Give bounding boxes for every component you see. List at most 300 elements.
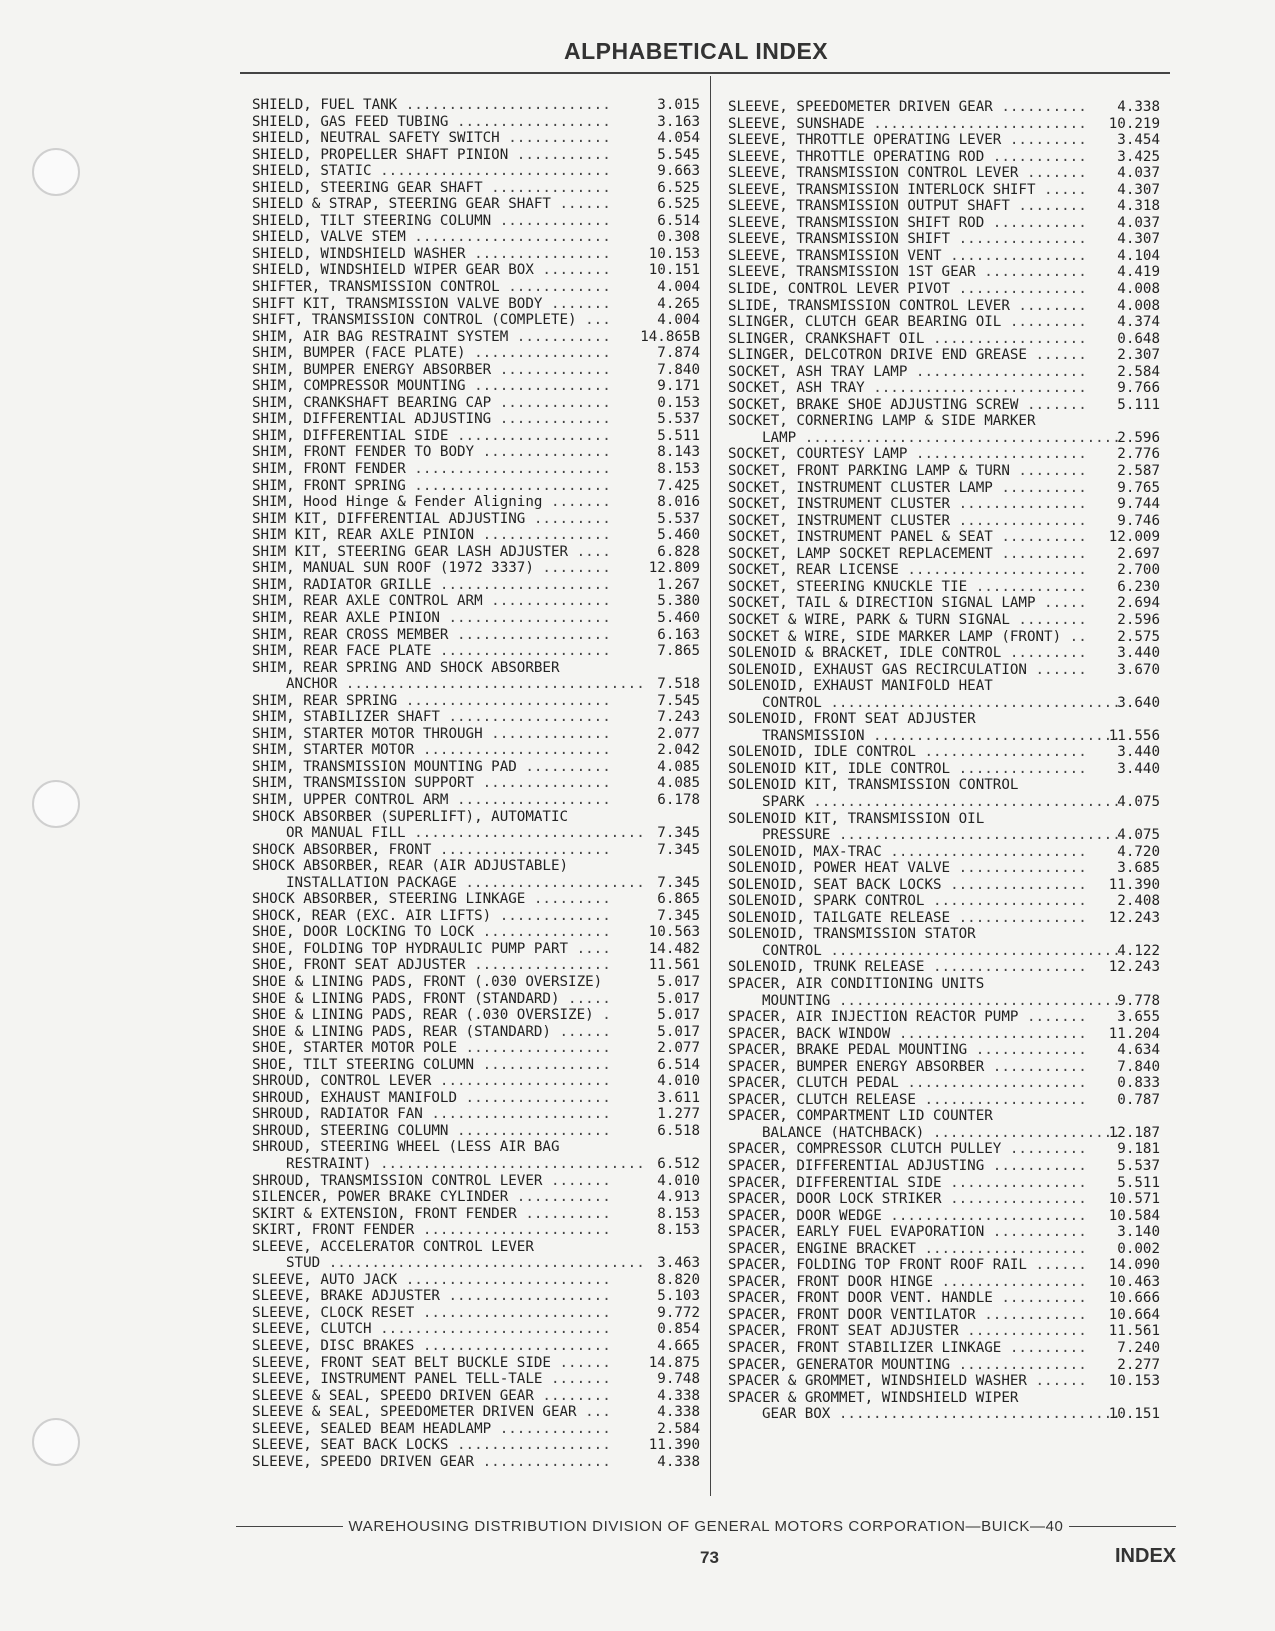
entry-page-ref: 9.772 [657, 1304, 700, 1321]
entry-page-ref: 4.634 [1117, 1042, 1160, 1059]
index-entry [252, 908, 704, 925]
entry-page-ref: 6.828 [657, 543, 700, 560]
entry-name: SHIM, TRANSMISSION SUPPORT ..... [252, 775, 612, 792]
entry-name: SHOE & LINING PADS, REAR (.030 OVERSIZE) ..... [252, 1007, 612, 1024]
entry-page-ref: 5.017 [657, 1023, 700, 1040]
index-entry [728, 612, 1160, 629]
entry-name: ANCHOR ..... [252, 676, 646, 693]
footer-division: WAREHOUSING DISTRIBUTION DIVISION OF GENERAL MOTORS CORPORATION—BUICK—40 [348, 1518, 1064, 1535]
entry-page-ref: 4.122 [1117, 942, 1160, 959]
index-entry [728, 1208, 1160, 1225]
entry-page-ref: 2.700 [1117, 562, 1160, 579]
entry-name: SOCKET, INSTRUMENT CLUSTER ..... [728, 496, 1088, 513]
entry-page-ref: 5.537 [657, 411, 700, 428]
entry-name: SPACER, COMPARTMENT LID COUNTER [728, 1108, 993, 1125]
entry-page-ref: 4.008 [1117, 297, 1160, 314]
entry-page-ref: 10.571 [1108, 1191, 1160, 1208]
entry-name: SHOE & LINING PADS, FRONT (.030 OVERSIZE) ..... [252, 974, 612, 991]
entry-name: SLINGER, CLUTCH GEAR BEARING OIL ..... [728, 314, 1088, 331]
index-entry [252, 775, 704, 792]
entry-name: SHOE, FRONT SEAT ADJUSTER ..... [252, 957, 612, 974]
index-column-left [252, 97, 704, 1470]
entry-name: SHOE & LINING PADS, REAR (STANDARD) ..... [252, 1024, 612, 1041]
index-entry [728, 165, 1160, 182]
index-entry [252, 461, 704, 478]
entry-name: SOLENOID, TRANSMISSION STATOR [728, 926, 976, 943]
entry-name: SHIM, DIFFERENTIAL SIDE ..... [252, 428, 612, 445]
index-entry [728, 248, 1160, 265]
entry-name: SHROUD, RADIATOR FAN ..... [252, 1106, 612, 1123]
index-entry [728, 1307, 1160, 1324]
entry-name: SHIM, MANUAL SUN ROOF (1972 3337) ..... [252, 560, 612, 577]
entry-page-ref: 2.596 [1117, 429, 1160, 446]
entry-page-ref: 3.640 [1117, 694, 1160, 711]
index-entry [728, 1175, 1160, 1192]
entry-page-ref: 9.748 [657, 1371, 700, 1388]
entry-name: SOCKET, TAIL & DIRECTION SIGNAL LAMP ..... [728, 595, 1088, 612]
entry-page-ref: 4.720 [1117, 843, 1160, 860]
entry-name: SHIELD, STEERING GEAR SHAFT ..... [252, 180, 612, 197]
index-entry [728, 827, 1160, 844]
index-entry [252, 378, 704, 395]
entry-name: SPARK ..... [728, 794, 1122, 811]
entry-page-ref: 2.077 [657, 1040, 700, 1057]
entry-name: SOLENOID KIT, TRANSMISSION OIL [728, 810, 985, 827]
index-entry [728, 132, 1160, 149]
index-entry [728, 1191, 1160, 1208]
entry-name: SOCKET, ASH TRAY ..... [728, 380, 1088, 397]
entry-name: PRESSURE ..... [728, 827, 1122, 844]
index-entry [252, 130, 704, 147]
entry-name: SKIRT & EXTENSION, FRONT FENDER ..... [252, 1206, 612, 1223]
index-entry [252, 544, 704, 561]
index-entry [252, 726, 704, 743]
entry-page-ref: 2.694 [1117, 595, 1160, 612]
entry-page-ref: 7.345 [657, 825, 700, 842]
entry-page-ref: 2.697 [1117, 545, 1160, 562]
entry-page-ref: 2.307 [1117, 347, 1160, 364]
entry-name: SOCKET, INSTRUMENT CLUSTER LAMP ..... [728, 480, 1088, 497]
index-entry [728, 1241, 1160, 1258]
index-entry [728, 480, 1160, 497]
entry-name: TRANSMISSION ..... [728, 728, 1122, 745]
entry-name: SOCKET, INSTRUMENT CLUSTER ..... [728, 513, 1088, 530]
entry-name: SHIM, UPPER CONTROL ARM ..... [252, 792, 612, 809]
entry-page-ref: 10.563 [648, 924, 700, 941]
index-entry [728, 546, 1160, 563]
index-entry [728, 496, 1160, 513]
entry-name: SHOE, STARTER MOTOR POLE ..... [252, 1040, 612, 1057]
index-entry [728, 562, 1160, 579]
index-entry [728, 1141, 1160, 1158]
index-entry [252, 924, 704, 941]
index-entry [252, 428, 704, 445]
entry-page-ref: 11.204 [1108, 1025, 1160, 1042]
entry-name: SHIELD, NEUTRAL SAFETY SWITCH ..... [252, 130, 612, 147]
entry-name: SHROUD, STEERING WHEEL (LESS AIR BAG [252, 1139, 560, 1156]
entry-page-ref: 2.596 [1117, 611, 1160, 628]
index-entry [728, 1158, 1160, 1175]
entry-page-ref: 14.090 [1108, 1257, 1160, 1274]
page-title: ALPHABETICAL INDEX [564, 38, 829, 64]
entry-name: SHIELD, GAS FEED TUBING ..... [252, 114, 612, 131]
entry-page-ref: 2.277 [1117, 1356, 1160, 1373]
entry-page-ref: 4.085 [657, 758, 700, 775]
entry-page-ref: 1.277 [657, 1106, 700, 1123]
index-entry [728, 794, 1160, 811]
entry-page-ref: 4.054 [657, 130, 700, 147]
entry-name: SPACER & GROMMET, WINDSHIELD WIPER [728, 1389, 1019, 1406]
entry-page-ref: 6.525 [657, 179, 700, 196]
entry-name: SHIM, STARTER MOTOR THROUGH ..... [252, 726, 612, 743]
entry-page-ref: 2.584 [1117, 363, 1160, 380]
entry-page-ref: 4.338 [657, 1387, 700, 1404]
entry-page-ref: 5.460 [657, 609, 700, 626]
index-entry [728, 761, 1160, 778]
entry-name: SPACER, CLUTCH RELEASE ..... [728, 1092, 1088, 1109]
entry-page-ref: 5.511 [657, 427, 700, 444]
entry-name: SHIM KIT, DIFFERENTIAL ADJUSTING ..... [252, 511, 612, 528]
entry-page-ref: 14.865B [640, 328, 700, 345]
index-entry [728, 1009, 1160, 1026]
entry-name: SOLENOID, SPARK CONTROL ..... [728, 893, 1088, 910]
entry-name: SHOCK, REAR (EXC. AIR LIFTS) ..... [252, 908, 612, 925]
index-entry [728, 744, 1160, 761]
entry-page-ref: 6.163 [657, 626, 700, 643]
entry-page-ref: 12.243 [1108, 909, 1160, 926]
entry-name: SHOE, FOLDING TOP HYDRAULIC PUMP PART ..... [252, 941, 612, 958]
index-entry [252, 1173, 704, 1190]
index-entry [252, 693, 704, 710]
entry-name: SLEEVE, THROTTLE OPERATING LEVER ..... [728, 132, 1088, 149]
entry-page-ref: 14.875 [648, 1354, 700, 1371]
entry-page-ref: 2.408 [1117, 893, 1160, 910]
entry-name: MOUNTING ..... [728, 993, 1122, 1010]
index-entry [728, 231, 1160, 248]
index-entry [252, 511, 704, 528]
index-entry [728, 629, 1160, 646]
index-entry [728, 513, 1160, 530]
index-entry [728, 397, 1160, 414]
entry-page-ref: 3.440 [1117, 760, 1160, 777]
entry-name: SOCKET, INSTRUMENT PANEL & SEAT ..... [728, 529, 1088, 546]
index-entry [728, 811, 1160, 828]
index-entry [252, 1272, 704, 1289]
binder-hole [32, 148, 80, 196]
entry-name: SOLENOID KIT, IDLE CONTROL ..... [728, 761, 1088, 778]
entry-name: SHIELD, STATIC ..... [252, 163, 612, 180]
entry-page-ref: 4.037 [1117, 214, 1160, 231]
index-entry [252, 1421, 704, 1438]
index-entry [252, 941, 704, 958]
index-entry [728, 1406, 1160, 1423]
entry-name: SLEEVE, SPEEDOMETER DRIVEN GEAR ..... [728, 99, 1088, 116]
entry-page-ref: 7.865 [657, 643, 700, 660]
entry-name: SOLENOID, TRUNK RELEASE ..... [728, 959, 1088, 976]
entry-name: SOCKET, LAMP SOCKET REPLACEMENT ..... [728, 546, 1088, 563]
index-entry [252, 362, 704, 379]
index-entry [252, 213, 704, 230]
index-entry [728, 1390, 1160, 1407]
index-entry [728, 1224, 1160, 1241]
entry-name: SPACER, BUMPER ENERGY ABSORBER ..... [728, 1059, 1088, 1076]
entry-name: SILENCER, POWER BRAKE CYLINDER ..... [252, 1189, 612, 1206]
entry-page-ref: 3.463 [657, 1255, 700, 1272]
entry-page-ref: 2.776 [1117, 446, 1160, 463]
entry-name: SHIM, COMPRESSOR MOUNTING ..... [252, 378, 612, 395]
entry-page-ref: 11.561 [1108, 1323, 1160, 1340]
entry-name: SPACER, DIFFERENTIAL SIDE ..... [728, 1175, 1088, 1192]
entry-name: SOLENOID & BRACKET, IDLE CONTROL ..... [728, 645, 1088, 662]
index-entry [252, 246, 704, 263]
entry-page-ref: 3.454 [1117, 132, 1160, 149]
entry-name: SHIM, DIFFERENTIAL ADJUSTING ..... [252, 411, 612, 428]
index-entry [728, 380, 1160, 397]
index-entry [252, 957, 704, 974]
entry-page-ref: 4.265 [657, 295, 700, 312]
index-entry [728, 728, 1160, 745]
entry-name: SPACER, ENGINE BRACKET ..... [728, 1241, 1088, 1258]
entry-page-ref: 0.787 [1117, 1091, 1160, 1108]
index-entry [728, 1075, 1160, 1092]
index-entry [728, 116, 1160, 133]
index-entry [728, 1042, 1160, 1059]
index-entry [252, 196, 704, 213]
index-entry [728, 993, 1160, 1010]
entry-page-ref: 0.648 [1117, 330, 1160, 347]
entry-page-ref: 6.514 [657, 212, 700, 229]
index-entry [252, 1255, 704, 1272]
section-label: INDEX [1115, 1545, 1177, 1567]
entry-page-ref: 10.151 [1108, 1406, 1160, 1423]
entry-name: STUD ..... [252, 1255, 646, 1272]
entry-name: SOCKET, REAR LICENSE ..... [728, 562, 1088, 579]
entry-name: SLEEVE, TRANSMISSION OUTPUT SHAFT ..... [728, 198, 1088, 215]
entry-name: SLEEVE, TRANSMISSION CONTROL LEVER ..... [728, 165, 1088, 182]
index-entry [252, 1090, 704, 1107]
index-entry [728, 976, 1160, 993]
index-entry [252, 660, 704, 677]
entry-name: SHIM, FRONT SPRING ..... [252, 478, 612, 495]
index-entry [252, 329, 704, 346]
entry-name: SHOE, TILT STEERING COLUMN ..... [252, 1057, 612, 1074]
entry-name: SHIM, REAR SPRING AND SHOCK ABSORBER [252, 659, 560, 676]
index-entry [252, 1404, 704, 1421]
entry-page-ref: 8.143 [657, 444, 700, 461]
entry-page-ref: 2.042 [657, 742, 700, 759]
index-entry [252, 1437, 704, 1454]
index-entry [252, 1024, 704, 1041]
entry-name: SHIM, FRONT FENDER ..... [252, 461, 612, 478]
page-number: 73 [700, 1548, 719, 1567]
index-entry [252, 1007, 704, 1024]
index-entry [252, 1123, 704, 1140]
index-entry [728, 1340, 1160, 1357]
entry-name: SPACER, DIFFERENTIAL ADJUSTING ..... [728, 1158, 1088, 1175]
entry-name: SLEEVE, ACCELERATOR CONTROL LEVER [252, 1238, 534, 1255]
index-entry [252, 1288, 704, 1305]
entry-page-ref: 2.575 [1117, 628, 1160, 645]
entry-page-ref: 10.584 [1108, 1207, 1160, 1224]
entry-name: SHIELD, WINDSHIELD WIPER GEAR BOX ..... [252, 262, 612, 279]
index-entry [252, 593, 704, 610]
index-entry [252, 1139, 704, 1156]
index-entry [252, 1321, 704, 1338]
index-entry [252, 577, 704, 594]
entry-page-ref: 4.104 [1117, 247, 1160, 264]
entry-name: SPACER, FRONT SEAT ADJUSTER ..... [728, 1323, 1088, 1340]
entry-page-ref: 10.153 [1108, 1373, 1160, 1390]
index-entry [728, 149, 1160, 166]
entry-name: SHROUD, EXHAUST MANIFOLD ..... [252, 1090, 612, 1107]
index-entry [252, 974, 704, 991]
index-entry [728, 1108, 1160, 1125]
index-entry [728, 281, 1160, 298]
index-entry [252, 809, 704, 826]
entry-page-ref: 2.584 [657, 1420, 700, 1437]
entry-name: SOCKET, STEERING KNUCKLE TIE ..... [728, 579, 1088, 596]
entry-page-ref: 5.103 [657, 1288, 700, 1305]
entry-page-ref: 9.766 [1117, 380, 1160, 397]
index-entry [728, 1059, 1160, 1076]
entry-name: SLEEVE, INSTRUMENT PANEL TELL-TALE ..... [252, 1371, 612, 1388]
entry-page-ref: 14.482 [648, 940, 700, 957]
entry-page-ref: 4.419 [1117, 264, 1160, 281]
index-entry [728, 99, 1160, 116]
index-entry [252, 411, 704, 428]
entry-page-ref: 4.085 [657, 775, 700, 792]
entry-page-ref: 0.002 [1117, 1240, 1160, 1257]
entry-name: SHIM, FRONT FENDER TO BODY ..... [252, 444, 612, 461]
entry-page-ref: 5.545 [657, 146, 700, 163]
entry-name: SPACER, EARLY FUEL EVAPORATION ..... [728, 1224, 1088, 1241]
entry-name: SKIRT, FRONT FENDER ..... [252, 1222, 612, 1239]
index-entry [252, 1057, 704, 1074]
index-entry [252, 891, 704, 908]
index-entry [728, 1323, 1160, 1340]
index-entry [252, 114, 704, 131]
entry-name: SOLENOID, MAX-TRAC ..... [728, 844, 1088, 861]
entry-name: SPACER, BACK WINDOW ..... [728, 1026, 1088, 1043]
entry-page-ref: 0.833 [1117, 1075, 1160, 1092]
entry-name: SHIM, CRANKSHAFT BEARING CAP ..... [252, 395, 612, 412]
entry-page-ref: 7.425 [657, 477, 700, 494]
entry-name: SHIELD, TILT STEERING COLUMN ..... [252, 213, 612, 230]
index-entry [728, 910, 1160, 927]
index-entry [728, 1373, 1160, 1390]
entry-name: SPACER, FRONT STABILIZER LINKAGE ..... [728, 1340, 1088, 1357]
entry-page-ref: 4.913 [657, 1189, 700, 1206]
entry-page-ref: 7.840 [1117, 1058, 1160, 1075]
entry-page-ref: 8.153 [657, 461, 700, 478]
entry-name: SOLENOID, TAILGATE RELEASE ..... [728, 910, 1088, 927]
entry-page-ref: 4.004 [657, 279, 700, 296]
entry-name: SLEEVE, THROTTLE OPERATING ROD ..... [728, 149, 1088, 166]
index-entry [252, 842, 704, 859]
index-entry [728, 446, 1160, 463]
index-entry [252, 478, 704, 495]
index-entry [252, 875, 704, 892]
index-entry [728, 413, 1160, 430]
entry-name: SHIM, REAR AXLE PINION ..... [252, 610, 612, 627]
entry-name: SHOCK ABSORBER (SUPERLIFT), AUTOMATIC [252, 808, 569, 825]
entry-page-ref: 6.512 [657, 1156, 700, 1172]
entry-page-ref: 4.010 [657, 1172, 700, 1189]
index-entry [728, 264, 1160, 281]
entry-page-ref: 5.537 [1117, 1158, 1160, 1174]
entry-name: SHIM KIT, REAR AXLE PINION ..... [252, 527, 612, 544]
entry-name: RESTRAINT) ..... [252, 1156, 646, 1173]
entry-page-ref: 10.151 [648, 262, 700, 279]
entry-name: SHIELD, WINDSHIELD WASHER ..... [252, 246, 612, 263]
entry-name: SHIM, STARTER MOTOR ..... [252, 742, 612, 759]
entry-name: SLEEVE, TRANSMISSION INTERLOCK SHIFT ..... [728, 182, 1088, 199]
entry-name: SOCKET, COURTESY LAMP ..... [728, 446, 1088, 463]
footer-rule [1069, 1526, 1176, 1527]
index-entry [728, 579, 1160, 596]
entry-page-ref: 6.230 [1117, 578, 1160, 595]
entry-name: SHROUD, CONTROL LEVER ..... [252, 1073, 612, 1090]
entry-name: SHIM, BUMPER (FACE PLATE) ..... [252, 345, 612, 362]
entry-page-ref: 6.518 [657, 1122, 700, 1139]
entry-page-ref: 9.171 [657, 378, 700, 395]
entry-page-ref: 8.153 [657, 1222, 700, 1239]
index-entry [728, 215, 1160, 232]
entry-page-ref: 11.556 [1108, 727, 1160, 744]
entry-name: SOCKET & WIRE, SIDE MARKER LAMP (FRONT) ..... [728, 629, 1088, 646]
entry-name: LAMP ..... [728, 430, 1122, 447]
entry-name: SLEEVE, SEAT BACK LOCKS ..... [252, 1437, 612, 1454]
entry-page-ref: 4.318 [1117, 198, 1160, 215]
entry-name: SOLENOID KIT, TRANSMISSION CONTROL [728, 777, 1019, 794]
index-entry [252, 279, 704, 296]
index-entry [252, 147, 704, 164]
index-entry [252, 1156, 704, 1173]
entry-name: SLIDE, CONTROL LEVER PIVOT ..... [728, 281, 1088, 298]
index-entry [728, 314, 1160, 331]
entry-page-ref: 12.009 [1108, 529, 1160, 546]
entry-name: SOCKET, ASH TRAY LAMP ..... [728, 364, 1088, 381]
entry-name: SHIM, REAR SPRING ..... [252, 693, 612, 710]
entry-page-ref: 3.685 [1117, 860, 1160, 877]
entry-name: SOLENOID, POWER HEAT VALVE ..... [728, 860, 1088, 877]
entry-page-ref: 4.037 [1117, 165, 1160, 182]
entry-page-ref: 8.016 [657, 494, 700, 511]
index-entry [252, 1355, 704, 1372]
entry-page-ref: 4.010 [657, 1073, 700, 1090]
index-entry [252, 97, 704, 114]
entry-name: SLEEVE & SEAL, SPEEDOMETER DRIVEN GEAR ..... [252, 1404, 612, 1421]
entry-name: OR MANUAL FILL ..... [252, 825, 646, 842]
entry-page-ref: 3.140 [1117, 1224, 1160, 1241]
index-entry [252, 627, 704, 644]
footer-rule [236, 1526, 343, 1527]
index-entry [252, 560, 704, 577]
entry-page-ref: 4.338 [657, 1404, 700, 1421]
entry-page-ref: 7.243 [657, 709, 700, 726]
entry-name: SOLENOID, EXHAUST GAS RECIRCULATION ..... [728, 662, 1088, 679]
index-entry [252, 1305, 704, 1322]
entry-page-ref: 7.345 [657, 874, 700, 891]
entry-page-ref: 5.017 [657, 1007, 700, 1024]
index-entry [728, 1125, 1160, 1142]
entry-page-ref: 11.390 [1108, 876, 1160, 893]
entry-page-ref: 6.514 [657, 1056, 700, 1073]
index-entry [728, 695, 1160, 712]
index-entry [252, 1222, 704, 1239]
entry-name: SHIM, TRANSMISSION MOUNTING PAD ..... [252, 759, 612, 776]
index-entry [728, 678, 1160, 695]
